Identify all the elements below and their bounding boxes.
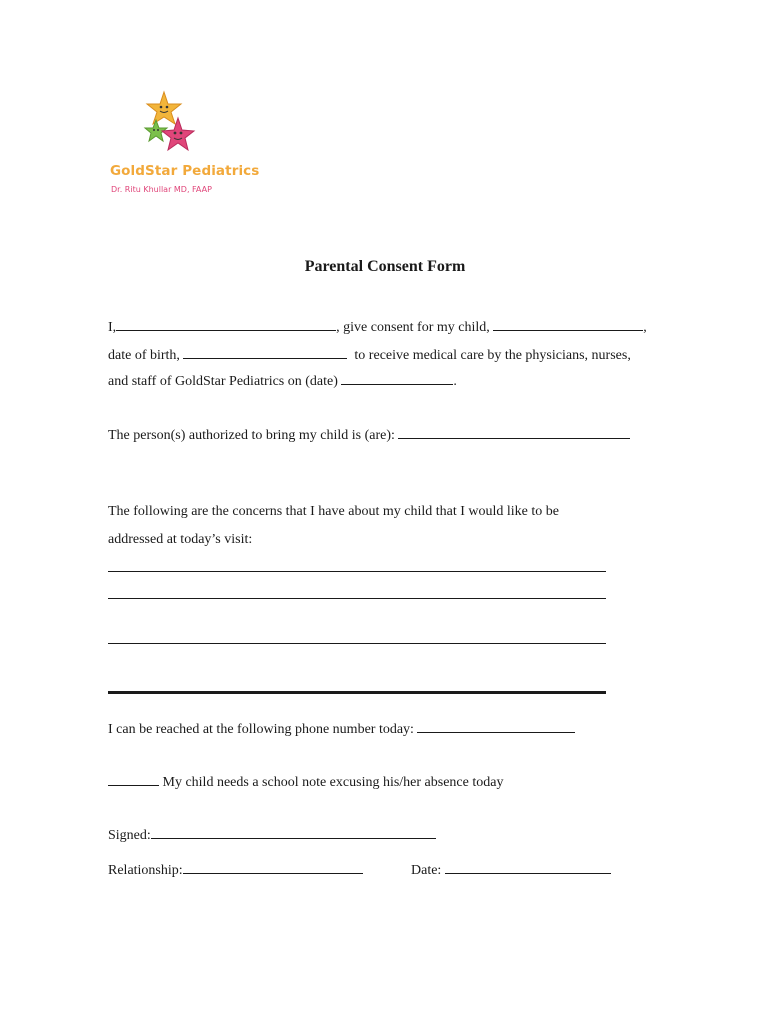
concerns-line-2[interactable] bbox=[108, 598, 606, 599]
relationship-label: Relationship: bbox=[108, 863, 183, 878]
phone-field[interactable] bbox=[417, 718, 575, 733]
school-note-line bbox=[108, 771, 503, 791]
concerns-text-1: The following are the concerns that I have about my child that I would like to be bbox=[108, 504, 559, 519]
goldstar-logo bbox=[108, 90, 260, 200]
consent-date-field[interactable] bbox=[341, 370, 453, 385]
child-name-field[interactable] bbox=[493, 316, 643, 331]
phone-line bbox=[108, 718, 575, 738]
authorized-line bbox=[108, 424, 630, 444]
consent-text-i: I, bbox=[108, 320, 117, 335]
date-field[interactable] bbox=[445, 859, 611, 874]
phone-label: I can be reached at the following phone number today: bbox=[108, 722, 414, 737]
date-line bbox=[411, 859, 611, 879]
logo-name: GoldStar Pediatrics bbox=[110, 163, 260, 179]
relationship-line bbox=[108, 859, 363, 879]
consent-text-care: to receive medical care by the physicians, nurses, bbox=[354, 348, 631, 363]
school-note-label: My child needs a school note excusing his/her absence today bbox=[162, 775, 504, 790]
signed-label: Signed: bbox=[108, 828, 151, 843]
consent-line-3 bbox=[108, 370, 457, 390]
form-title: Parental Consent Form bbox=[304, 258, 466, 275]
logo-subtitle: Dr. Ritu Khullar MD, FAAP bbox=[111, 185, 212, 194]
date-label: Date: bbox=[411, 863, 442, 878]
dob-label: date of birth, bbox=[108, 348, 180, 363]
consent-line-2 bbox=[108, 344, 631, 364]
signature-field[interactable] bbox=[151, 824, 436, 839]
authorized-label: The person(s) authorized to bring my child is (are): bbox=[108, 428, 395, 443]
concerns-line-1[interactable] bbox=[108, 571, 606, 572]
parent-name-field[interactable] bbox=[116, 316, 336, 331]
school-note-checkbox-field[interactable] bbox=[108, 771, 159, 786]
consent-text-period: . bbox=[453, 374, 457, 389]
section-divider bbox=[108, 691, 606, 694]
concerns-text-2: addressed at today’s visit: bbox=[108, 532, 253, 547]
consent-text-comma: , bbox=[643, 320, 647, 335]
relationship-field[interactable] bbox=[183, 859, 363, 874]
consent-text-give: , give consent for my child, bbox=[336, 320, 490, 335]
stars-logo-icon bbox=[136, 90, 196, 162]
dob-field[interactable] bbox=[183, 344, 347, 359]
consent-text-staff: and staff of GoldStar Pediatrics on (date) bbox=[108, 374, 338, 389]
consent-line-1 bbox=[108, 316, 647, 336]
signed-line bbox=[108, 824, 436, 844]
concerns-line-3[interactable] bbox=[108, 643, 606, 644]
authorized-persons-field[interactable] bbox=[398, 424, 630, 439]
